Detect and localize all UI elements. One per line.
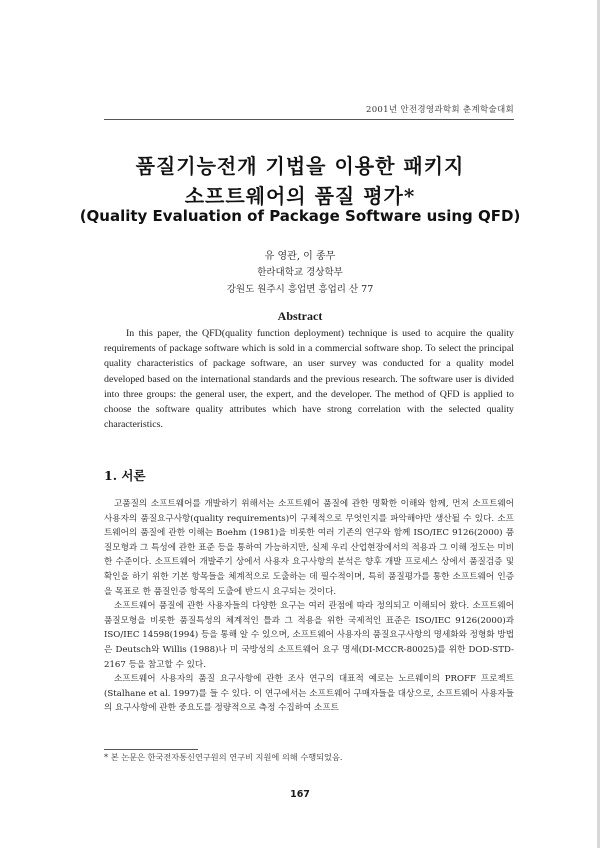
section-body <box>104 497 514 716</box>
section-heading: 1. 서론 <box>104 468 146 483</box>
author-affiliation: 한라대학교 경상학부 <box>257 267 343 278</box>
title-korean-line1: 품질기능전개 기법을 이용한 패키지 <box>135 154 465 178</box>
footnote-rule <box>104 749 198 750</box>
header-rule <box>104 119 514 120</box>
body-paragraph: 소프트웨어 품질에 관한 사용자들의 다양한 요구는 여러 관점에 따라 정의되고 이해되어 왔다. 소프트웨어 품질모형을 비롯한 품질특성의 체계적인 틀과 그 적용을 위한 국제적인 표준은 ISO/IEC 9126(2000)과 ISO/IEC 14598(1994) 등을 통해 알 수 있으며, 소프트웨어 사용자의 품질요구사항의 명세화와 정형화 방법은 Deutsch와 Willis (1988)나 미 국방성의 소프트웨어 요구 명세(DI-MCCR-80025)를 위한 DOD-STD-2167 등을 참고할 수 있다. <box>104 601 514 670</box>
author-names: 유 영관, 이 종무 <box>264 251 336 262</box>
abstract-text: In this paper, the QFD(quality function deployment) technique is used to acquire the quality requirements of package software which is sold in a commercial software shop. To select the principal quality characteristics of package software, an user survey was conducted for a quality model developed based on the international standards and the previous research. The software user is divided into three groups: the general user, the expert, and the developer. The method of QFD is applied to choose the software quality attributes which have strong correlation with the selected quality characteristics. <box>104 328 514 431</box>
running-header: 2001년 안전경영과학회 춘계학술대회 <box>366 105 514 115</box>
page-number: 167 <box>290 789 310 800</box>
body-paragraph: 고품질의 소프트웨어를 개발하기 위해서는 소프트웨어 품질에 관한 명확한 이해와 함께, 먼저 소프트웨어 사용자의 품질요구사항(quality requirements)이 구체적으로 무엇인지를 파악해야만 생산될 수 있다. 소프트웨어의 품질에 관한 이해는 Boehm (1981)을 비롯한 여러 기존의 연구와 함께 ISO/IEC 9126(2000) 품질모형과 그 특성에 관한 표준 등을 통하여 가능하지만, 실제 우리 산업현장에서의 적용과 그 이해 정도는 미비한 수준이다. 소프트웨어 개발주기 상에서 사용자 요구사항의 분석은 향후 개발 프로세스 상에서 품질검증 및 확인을 하기 위한 기본 항목들을 체계적으로 도출하는 데 필수적이며, 특히 품질평가를 통한 소프트웨어 인증을 목표로 한 품질인증 항목의 도출에 반드시 요구되는 것이다. <box>104 499 514 597</box>
abstract-heading: Abstract <box>277 309 323 323</box>
title-english: (Quality Evaluation of Package Software using QFD) <box>79 207 521 225</box>
author-address: 강원도 원주시 흥업면 흥업리 산 77 <box>226 284 374 295</box>
footnote: * 본 논문은 한국전자통신연구원의 연구비 지원에 의해 수행되었음. <box>104 752 343 762</box>
body-paragraph: 소프트웨어 사용자의 품질 요구사항에 관한 조사 연구의 대표적 예로는 노르웨이의 PROFF 프로젝트(Stalhane et al. 1997)를 들 수 있다. 이 연구에서는 소프트웨어 구매자들을 대상으로, 소프트웨어 사용자들의 요구사항에 관한 중요도를 정량적으로 측정 수집하여 소프트 <box>104 674 514 714</box>
title-korean-line2: 소프트웨어의 품질 평가* <box>184 184 416 208</box>
